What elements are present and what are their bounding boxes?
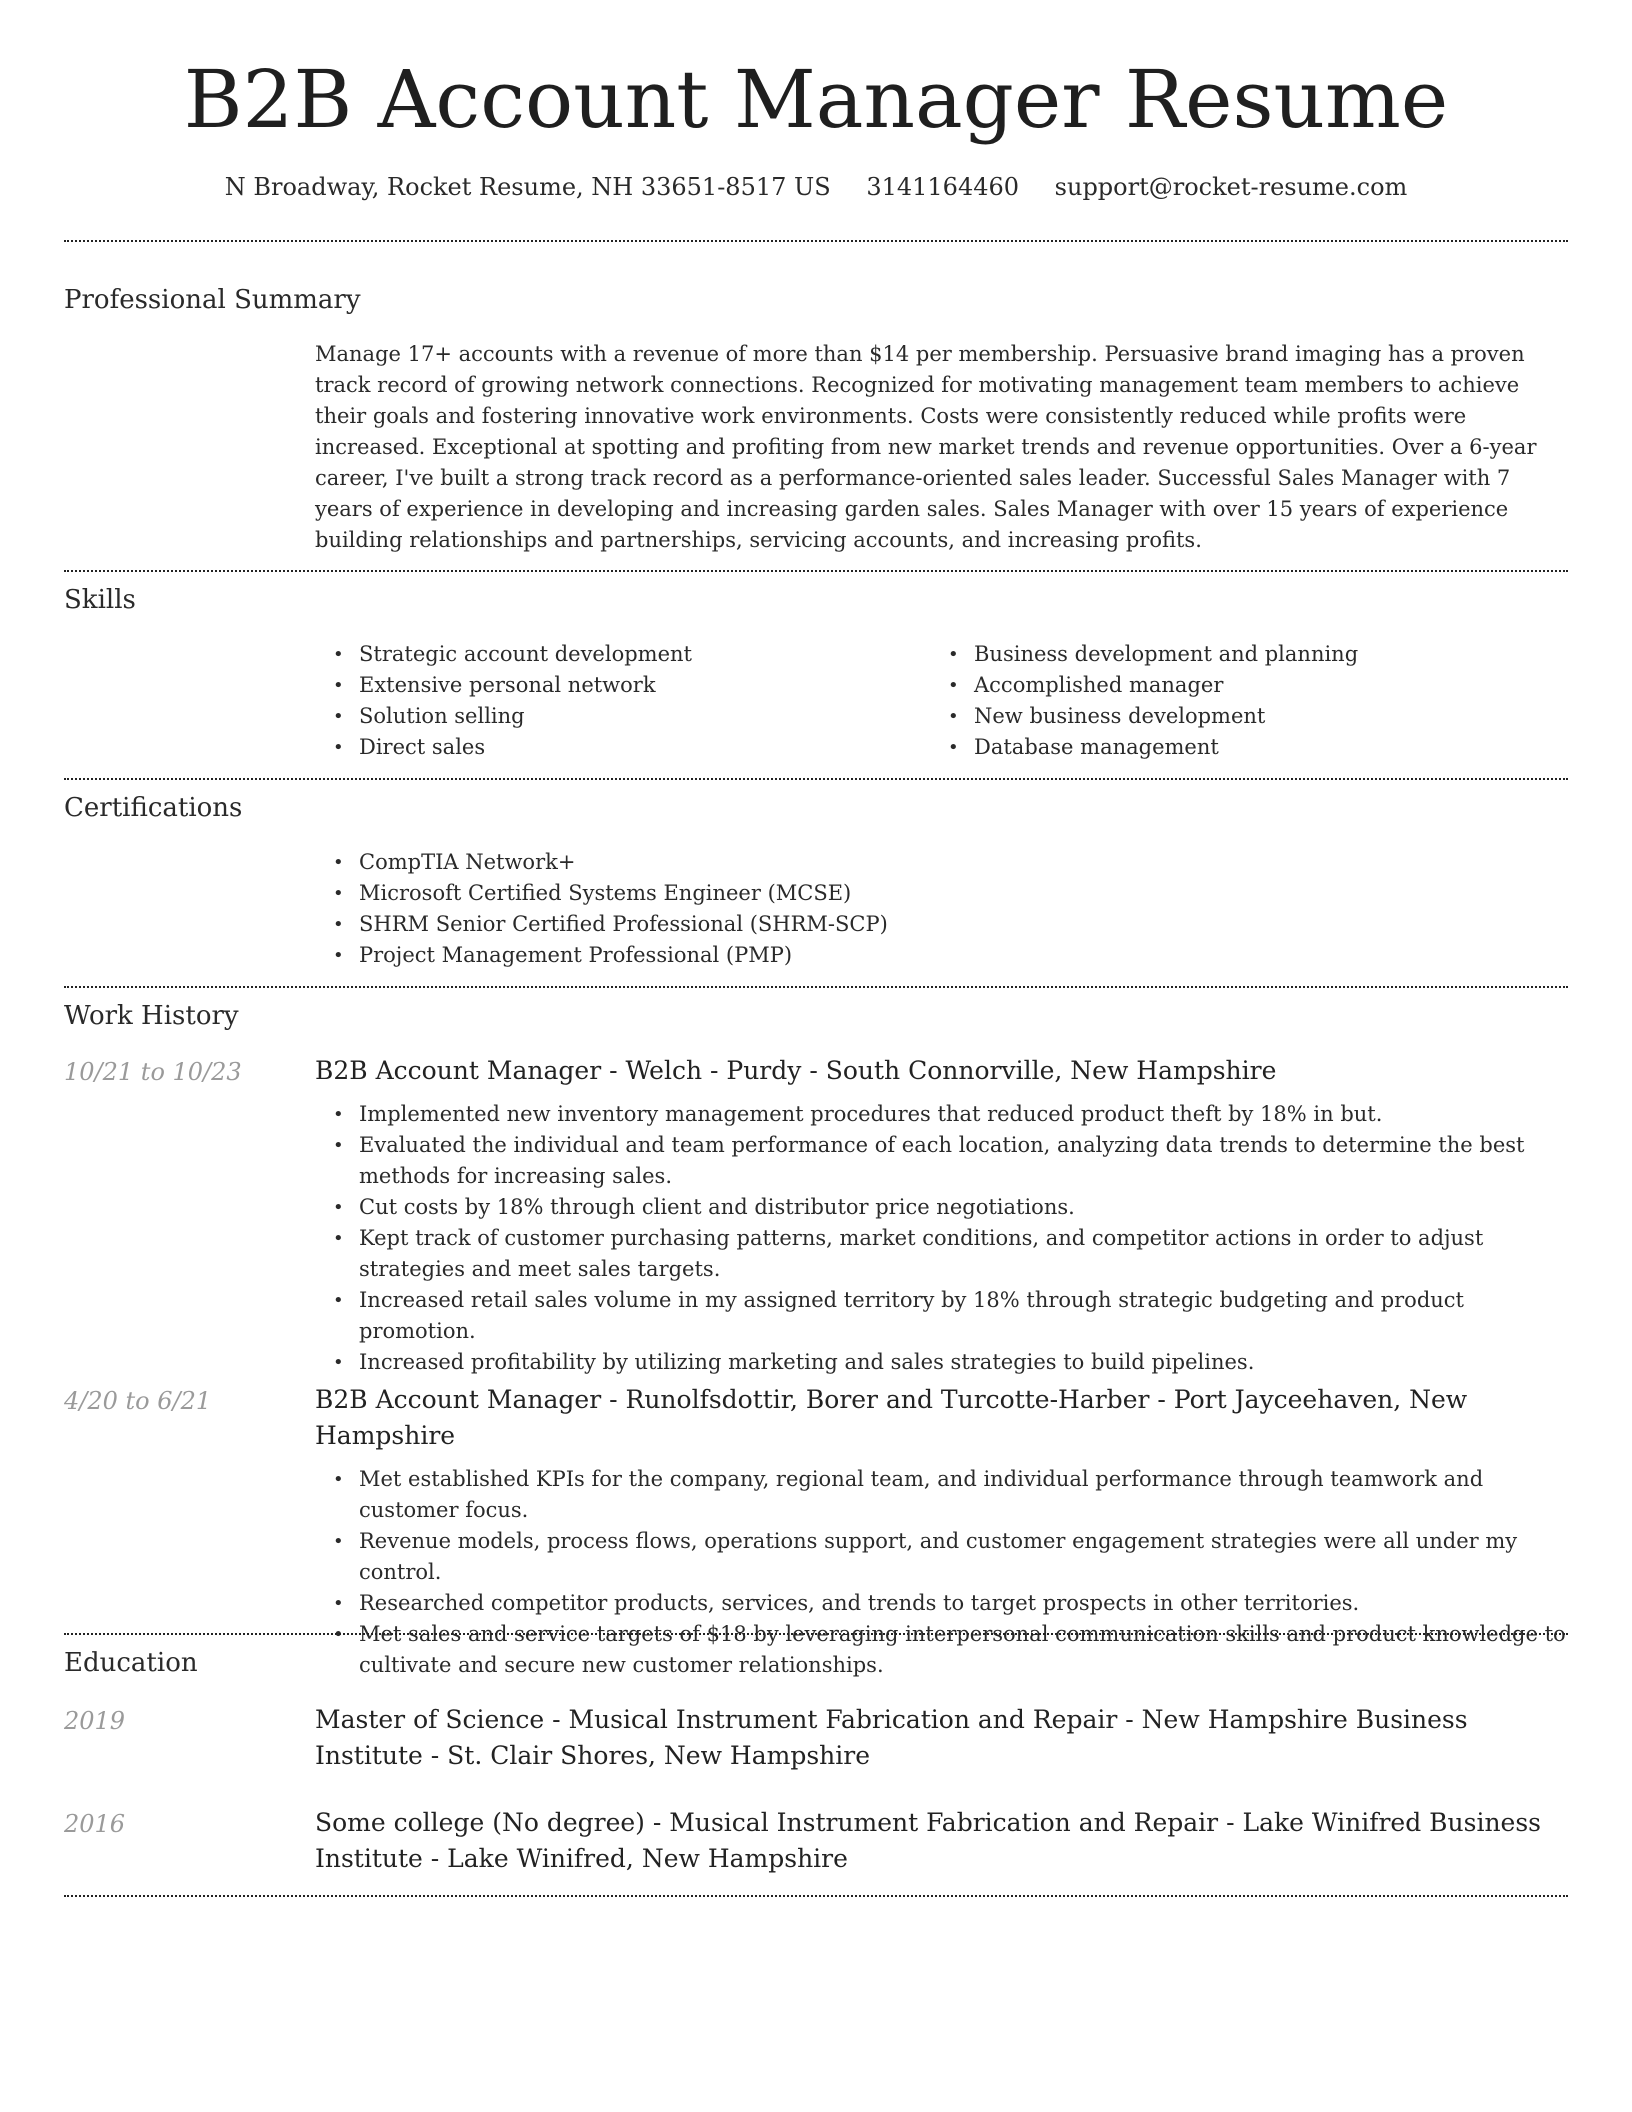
summary-text: Manage 17+ accounts with a revenue of more than $14 per membership. Persuasive brand imaging has a proven track record of growing network connections. Recognized for motivating management team members to achieve their goals and fostering innovative work environments. Costs were consistently reduced while profits were increased. Exceptional at spotting and profiting from new market trends and revenue opportunities. Over a 6-year career, I've built a strong track record as a performance-oriented sales leader. Successful Sales Manager with 7 years of experience in developing and increasing garden sales. Sales Manager with over 15 years of experience building relationships and partnerships, servicing accounts, and increasing profits. <box>315 342 1537 552</box>
section-divider <box>64 1895 1568 1897</box>
job-dates: 10/21 to 10/23 <box>64 1058 242 1086</box>
skills-body <box>315 639 1568 763</box>
job-bullet: • Met sales and service targets of $18 by leveraging interpersonal communication skills and product knowledge to cultivate and secure new customer relationships. <box>359 1619 1568 1681</box>
resume-title: B2B Account Manager Resume <box>183 53 1449 146</box>
summary-body <box>315 339 1568 556</box>
skill-item: • Direct sales <box>359 732 930 763</box>
job-bullet: • Evaluated the individual and team performance of each location, analyzing data trends to determine the best methods for increasing sales. <box>359 1130 1568 1192</box>
skills-column-left <box>315 639 930 763</box>
job-bullet: • Revenue models, process flows, operations support, and customer engagement strategies were all under my control. <box>359 1526 1568 1588</box>
section-divider <box>64 1633 1568 1635</box>
education-title: Master of Science - Musical Instrument Fabrication and Repair - New Hampshire Business Institute - St. Clair Shores, New Hampshire <box>315 1705 1468 1770</box>
section-divider <box>64 240 1568 242</box>
education-year: 2019 <box>64 1707 126 1735</box>
section-divider <box>64 778 1568 780</box>
section-divider <box>64 986 1568 988</box>
job-bullet: • Cut costs by 18% through client and distributor price negotiations. <box>359 1192 1568 1223</box>
job-bullet: • Met established KPIs for the company, regional team, and individual performance through teamwork and customer focus. <box>359 1464 1568 1526</box>
job-dates: 4/20 to 6/21 <box>64 1387 212 1415</box>
skills-grid <box>315 639 1568 763</box>
job-entry <box>315 1382 1568 1681</box>
skills-heading: Skills <box>64 585 136 615</box>
work-history-heading: Work History <box>64 1001 239 1031</box>
skill-item: • Solution selling <box>359 701 930 732</box>
section-divider <box>64 570 1568 572</box>
education-entry <box>315 1702 1568 1774</box>
skill-item: • Accomplished manager <box>974 670 1545 701</box>
skill-item: • Database management <box>974 732 1545 763</box>
certification-item: • SHRM Senior Certified Professional (SHRM-SCP) <box>359 909 1568 940</box>
contact-line <box>0 170 1632 204</box>
skill-item: • Strategic account development <box>359 639 930 670</box>
job-bullet: • Kept track of customer purchasing patterns, market conditions, and competitor actions in order to adjust strategies and meet sales targets. <box>359 1223 1568 1285</box>
skill-item: • Business development and planning <box>974 639 1545 670</box>
education-year: 2016 <box>64 1810 126 1838</box>
contact-email: support@rocket-resume.com <box>1054 173 1408 201</box>
summary-heading: Professional Summary <box>64 285 361 315</box>
job-entry <box>315 1053 1568 1378</box>
job-title: B2B Account Manager - Runolfsdottir, Borer and Turcotte-Harber - Port Jayceehaven, New Hampshire <box>315 1385 1468 1450</box>
job-title: B2B Account Manager - Welch - Purdy - South Connorville, New Hampshire <box>315 1056 1277 1085</box>
job-bullet: • Researched competitor products, services, and trends to target prospects in other territories. <box>359 1588 1568 1619</box>
certification-item: • Microsoft Certified Systems Engineer (MCSE) <box>359 878 1568 909</box>
contact-address: N Broadway, Rocket Resume, NH 33651-8517 US <box>224 173 831 201</box>
skills-column-right <box>930 639 1545 763</box>
certification-item: • Project Management Professional (PMP) <box>359 940 1568 971</box>
certifications-body <box>315 847 1568 971</box>
skill-item: • Extensive personal network <box>359 670 930 701</box>
education-heading: Education <box>64 1648 198 1678</box>
certifications-heading: Certifications <box>64 793 243 823</box>
education-entry <box>315 1805 1568 1877</box>
education-title: Some college (No degree) - Musical Instrument Fabrication and Repair - Lake Winifred Business Institute - Lake Winifred, New Hampshire <box>315 1808 1542 1873</box>
certification-item: • CompTIA Network+ <box>359 847 1568 878</box>
job-bullet: • Increased retail sales volume in my assigned territory by 18% through strategic budgeting and product promotion. <box>359 1285 1568 1347</box>
job-bullet: • Increased profitability by utilizing marketing and sales strategies to build pipelines. <box>359 1347 1568 1378</box>
contact-phone: 3141164460 <box>866 173 1020 201</box>
job-bullet: • Implemented new inventory management procedures that reduced product theft by 18% in but. <box>359 1099 1568 1130</box>
skill-item: • New business development <box>974 701 1545 732</box>
